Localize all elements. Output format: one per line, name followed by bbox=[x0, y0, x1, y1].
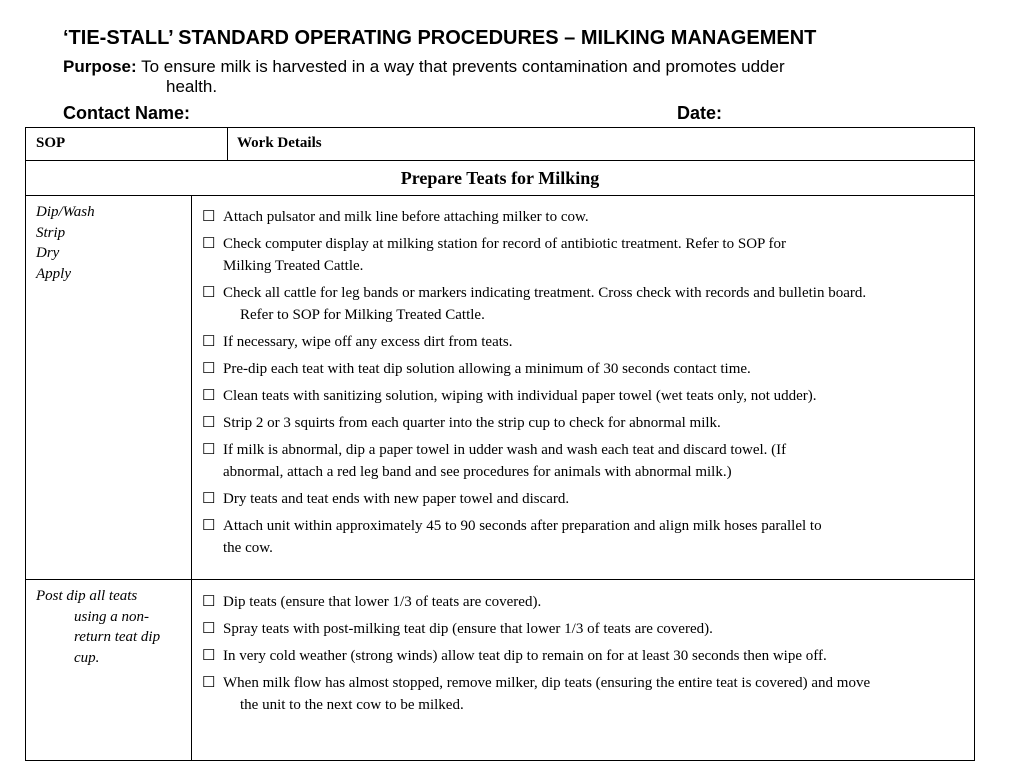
checkbox-icon: ☐ bbox=[202, 388, 216, 404]
checkbox-icon: ☐ bbox=[202, 491, 216, 507]
item-text-continued: the unit to the next cow to be milked. bbox=[240, 697, 464, 713]
list-item bbox=[202, 282, 972, 326]
checkbox-icon: ☐ bbox=[202, 621, 216, 637]
item-text: Pre-dip each teat with teat dip solution allowing a minimum of 30 seconds contact time. bbox=[223, 361, 751, 377]
table-header-divider bbox=[25, 160, 975, 161]
sop-step: Apply bbox=[36, 265, 71, 282]
checkbox-icon: ☐ bbox=[202, 209, 216, 225]
item-text: Dip teats (ensure that lower 1/3 of teats are covered). bbox=[223, 594, 542, 610]
list-item bbox=[202, 488, 972, 510]
header-column-divider bbox=[227, 127, 228, 160]
purpose-text-line2: health. bbox=[166, 77, 218, 96]
item-text: Attach unit within approximately 45 to 90 seconds after preparation and align milk hoses parallel to bbox=[223, 518, 822, 534]
item-text: Spray teats with post-milking teat dip (ensure that lower 1/3 of teats are covered). bbox=[223, 621, 713, 637]
checkbox-icon: ☐ bbox=[202, 415, 216, 431]
item-text: In very cold weather (strong winds) allow teat dip to remain on for at least 30 seconds then wipe off. bbox=[223, 648, 827, 664]
list-item bbox=[202, 591, 972, 613]
sop-steps bbox=[36, 202, 95, 284]
list-item bbox=[202, 385, 972, 407]
list-item bbox=[202, 331, 972, 353]
sop-steps bbox=[36, 586, 160, 668]
sop-step: Post dip all teats bbox=[36, 588, 138, 604]
purpose-text-line1: To ensure milk is harvested in a way that prevents contamination and promotes udder bbox=[141, 57, 785, 76]
checkbox-icon: ☐ bbox=[202, 285, 216, 301]
list-item bbox=[202, 206, 972, 228]
checkbox-icon: ☐ bbox=[202, 648, 216, 664]
sop-step: Dip/Wash bbox=[36, 204, 95, 220]
checkbox-icon: ☐ bbox=[202, 236, 216, 252]
list-item bbox=[202, 645, 972, 667]
item-text: Clean teats with sanitizing solution, wiping with individual paper towel (wet teats only, not udder). bbox=[223, 388, 817, 404]
sop-step: return teat dip bbox=[74, 629, 161, 645]
document-title: ‘TIE-STALL’ STANDARD OPERATING PROCEDURES – MILKING MANAGEMENT bbox=[63, 27, 817, 49]
item-text: Dry teats and teat ends with new paper towel and discard. bbox=[223, 491, 570, 507]
list-item bbox=[202, 233, 972, 277]
sop-step: Strip bbox=[36, 224, 66, 241]
purpose-label: Purpose: bbox=[63, 57, 137, 76]
item-text: Strip 2 or 3 squirts from each quarter into the strip cup to check for abnormal milk. bbox=[223, 415, 721, 431]
list-item bbox=[202, 672, 972, 716]
sop-step: using a non- bbox=[74, 608, 149, 625]
item-text: Attach pulsator and milk line before attaching milker to cow. bbox=[223, 209, 589, 225]
item-text: If milk is abnormal, dip a paper towel in udder wash and wash each teat and discard towel. (If bbox=[223, 442, 787, 458]
checkbox-icon: ☐ bbox=[202, 675, 216, 691]
list-item bbox=[202, 515, 972, 559]
list-item bbox=[202, 618, 972, 640]
item-text-continued: Milking Treated Cattle. bbox=[223, 258, 364, 274]
item-text: Check all cattle for leg bands or markers indicating treatment. Cross check with records and bulletin board. bbox=[223, 285, 867, 301]
date-label: Date: bbox=[677, 103, 723, 123]
sop-step: cup. bbox=[74, 649, 100, 666]
checkbox-icon: ☐ bbox=[202, 442, 216, 458]
list-item bbox=[202, 358, 972, 380]
list-item bbox=[202, 412, 972, 434]
work-details-list bbox=[202, 206, 972, 564]
body-column-divider bbox=[191, 195, 192, 761]
row-divider bbox=[25, 579, 975, 580]
contact-name-label: Contact Name: bbox=[63, 103, 191, 123]
item-text: When milk flow has almost stopped, remove milker, dip teats (ensuring the entire teat is covered) and move bbox=[223, 675, 871, 691]
item-text: Check computer display at milking station for record of antibiotic treatment. Refer to SOP for bbox=[223, 236, 787, 252]
work-details-list bbox=[202, 591, 972, 721]
header-sop: SOP bbox=[36, 135, 66, 151]
item-text-continued: abnormal, attach a red leg band and see procedures for animals with abnormal milk.) bbox=[223, 464, 732, 480]
purpose-statement bbox=[63, 57, 943, 97]
sop-step: Dry bbox=[36, 245, 60, 261]
checkbox-icon: ☐ bbox=[202, 334, 216, 350]
checkbox-icon: ☐ bbox=[202, 518, 216, 534]
checkbox-icon: ☐ bbox=[202, 594, 216, 610]
item-text-continued: the cow. bbox=[223, 540, 273, 556]
item-text: If necessary, wipe off any excess dirt from teats. bbox=[223, 334, 513, 350]
section-divider bbox=[25, 195, 975, 196]
section-title: Prepare Teats for Milking bbox=[400, 168, 600, 188]
list-item bbox=[202, 439, 972, 483]
item-text-continued: Refer to SOP for Milking Treated Cattle. bbox=[240, 307, 485, 323]
header-work-details: Work Details bbox=[237, 135, 322, 151]
checkbox-icon: ☐ bbox=[202, 361, 216, 377]
